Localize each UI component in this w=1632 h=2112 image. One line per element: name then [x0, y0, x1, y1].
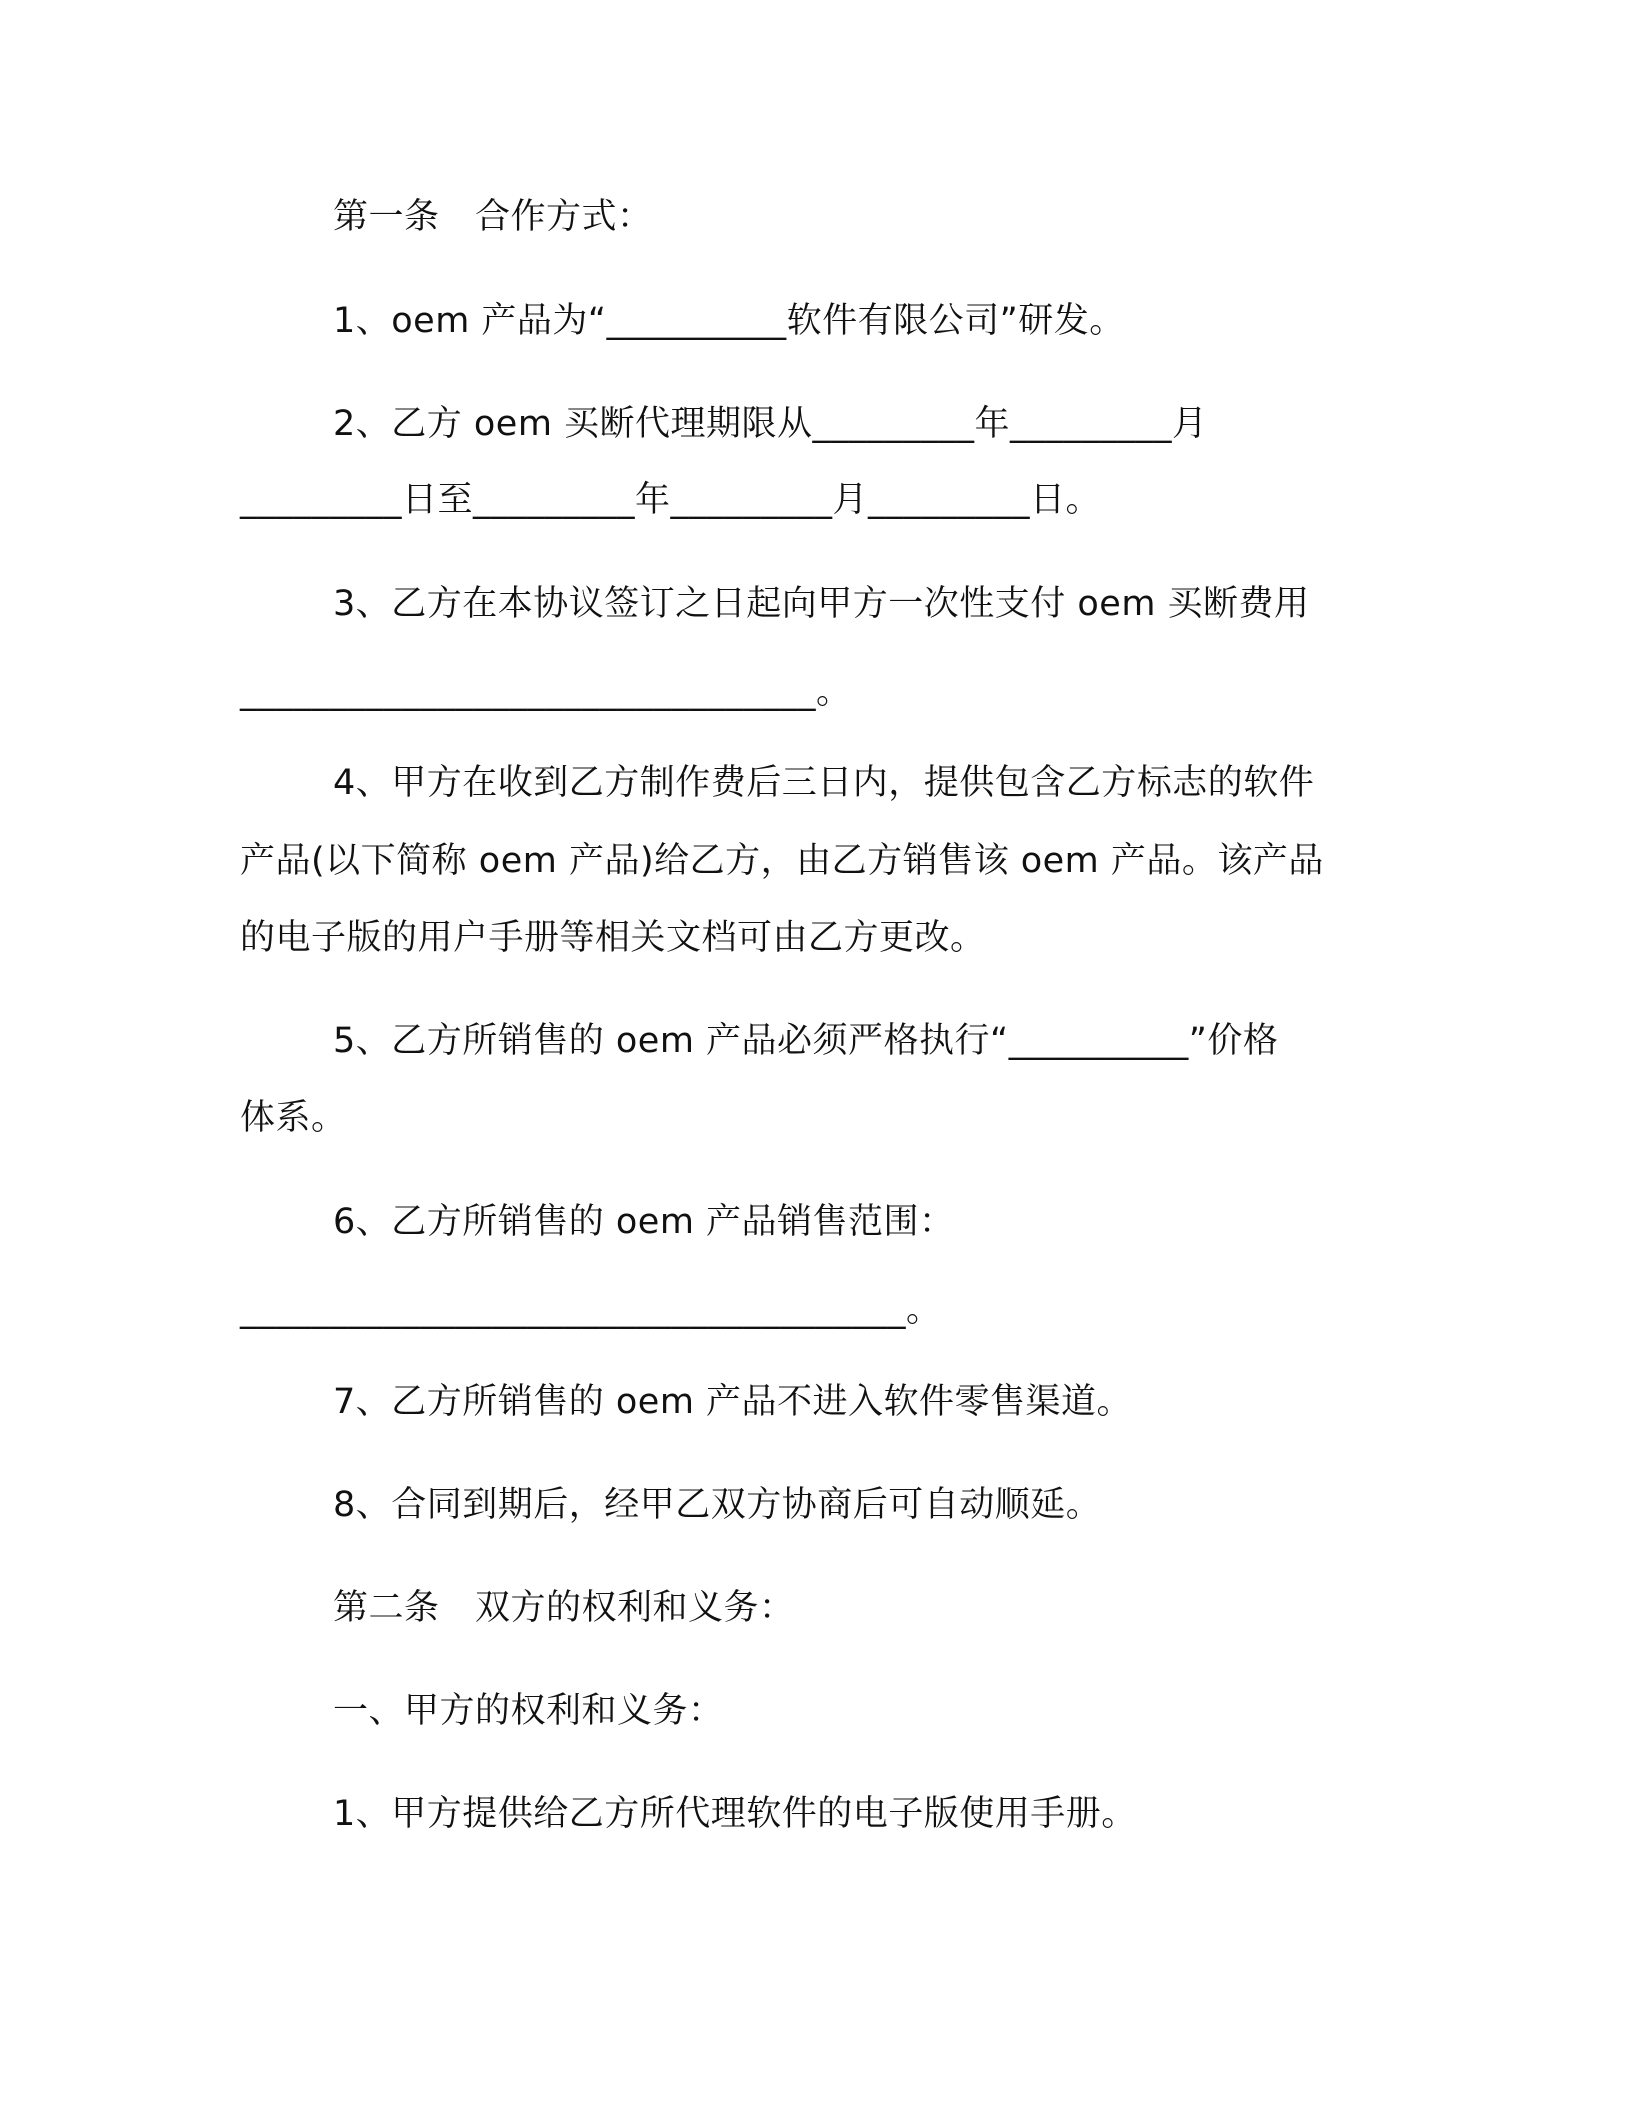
clause-1-4-line-2: 产品(以下简称 oem 产品)给乙方，由乙方销售该 oem 产品。该产品 — [240, 841, 1324, 881]
clause-1-3-line-1: 3、乙方在本协议签订之日起向甲方一次性支付 oem 买断费用 — [333, 584, 1310, 624]
section-party-a-heading: 一、甲方的权利和义务： — [333, 1691, 724, 1731]
clause-1-2-line-2: _________日至_________年_________月_________日。 — [240, 480, 1102, 520]
clause-1-1: 1、oem 产品为“__________软件有限公司”研发。 — [333, 301, 1125, 341]
article-2-heading: 第二条 双方的权利和义务： — [333, 1588, 795, 1628]
article-1-heading: 第一条 合作方式： — [333, 197, 653, 237]
clause-1-7: 7、乙方所销售的 oem 产品不进入软件零售渠道。 — [333, 1382, 1133, 1422]
clause-1-4-line-3: 的电子版的用户手册等相关文档可由乙方更改。 — [240, 918, 986, 958]
clause-1-2-line-1: 2、乙方 oem 买断代理期限从_________年_________月 — [333, 404, 1208, 444]
clause-1-5-line-2: 体系。 — [240, 1098, 347, 1138]
clause-1-6-line-1: 6、乙方所销售的 oem 产品销售范围： — [333, 1202, 955, 1242]
clause-1-6-line-2: _____________________________________。 — [240, 1290, 942, 1330]
clause-2-1: 1、甲方提供给乙方所代理软件的电子版使用手册。 — [333, 1794, 1137, 1834]
clause-1-3-line-2: ________________________________。 — [240, 672, 852, 712]
clause-1-8: 8、合同到期后，经甲乙双方协商后可自动顺延。 — [333, 1485, 1102, 1525]
clause-1-5-line-1: 5、乙方所销售的 oem 产品必须严格执行“__________”价格 — [333, 1021, 1279, 1061]
clause-1-4-line-1: 4、甲方在收到乙方制作费后三日内，提供包含乙方标志的软件 — [333, 763, 1315, 803]
